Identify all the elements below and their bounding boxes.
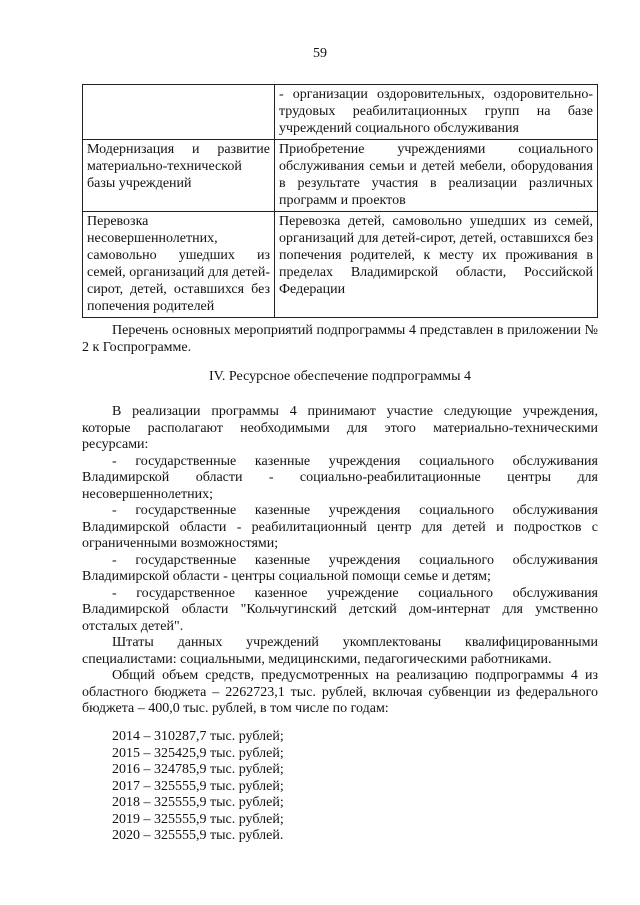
year-funding-line: 2014 – 310287,7 тыс. рублей; — [112, 729, 284, 744]
body-paragraph: В реализации программы 4 принимают участие следующие учреждения, которые располагают необходимыми для этого материально-техническими ресурсами: — [82, 404, 598, 452]
table-cell-task: Перевозка несовершеннолетних, самовольно ушедших из семей, организаций для детей-сирот, детей, оставшихся без попечения родителей — [83, 212, 275, 318]
table-cell-task — [83, 85, 275, 140]
year-funding-line: 2015 – 325425,9 тыс. рублей; — [112, 745, 284, 761]
list-item: - государственные казенные учреждения социального обслуживания Владимирской области - социально-реабилитационные центры для несовершеннолетних; — [82, 453, 598, 502]
year-funding-line: 2016 – 324785,9 тыс. рублей; — [112, 762, 284, 777]
intro-block — [82, 323, 598, 356]
year-funding-line: 2018 – 325555,9 тыс. рублей; — [112, 795, 284, 810]
table-row — [83, 140, 598, 212]
year-funding-line: 2020 – 325555,9 тыс. рублей. — [112, 828, 284, 843]
body-paragraph: Общий объем средств, предусмотренных на реализацию подпрограммы 4 из областного бюджета – 2262723,1 тыс. рублей, включая субвенции из федерального бюджета – 400,0 тыс. рублей, в том числе по годам: — [82, 668, 598, 716]
section-heading: IV. Ресурсное обеспечение подпрограммы 4 — [208, 369, 472, 384]
page-number: 59 — [313, 46, 327, 61]
list-item: - государственное казенное учреждение социального обслуживания Владимирской области "Кольчугинский детский дом-интернат для умственно отсталых детей". — [82, 585, 598, 634]
intro-paragraph: Перечень основных мероприятий подпрограммы 4 представлен в приложении № 2 к Госпрограмме. — [82, 323, 598, 355]
table-row — [83, 212, 598, 318]
list-item: - государственные казенные учреждения социального обслуживания Владимирской области - реабилитационный центр для детей и подростков с ограниченными возможностями; — [82, 503, 598, 551]
table-cell-activity: Приобретение учреждениями социального обслуживания семьи и детей мебели, оборудования в результате участия в реализации различных программ и проектов — [275, 140, 598, 212]
funding-by-year — [112, 729, 284, 845]
body-paragraph: Штаты данных учреждений укомплектованы квалифицированными специалистами: социальными, медицинскими, педагогическими работниками. — [82, 635, 598, 667]
body-text — [82, 404, 598, 718]
table-cell-activity: - организации оздоровительных, оздоровительно-трудовых реабилитационных групп на базе учреждений социального обслуживания — [275, 85, 598, 140]
table-row — [83, 85, 598, 140]
table-cell-activity: Перевозка детей, самовольно ушедших из семей, организаций для детей-сирот, детей, оставшихся без попечения родителей, к месту их проживания в пределах Владимирской области, Российской Федерации — [275, 212, 598, 318]
measures-table — [82, 84, 598, 318]
table-cell-task: Модернизация и развитие материально-технической базы учреждений — [83, 140, 275, 212]
year-funding-line: 2019 – 325555,9 тыс. рублей; — [112, 811, 284, 827]
list-item: - государственные казенные учреждения социального обслуживания Владимирской области - центры социальной помощи семье и детям; — [82, 552, 598, 584]
year-funding-line: 2017 – 325555,9 тыс. рублей; — [112, 778, 284, 794]
